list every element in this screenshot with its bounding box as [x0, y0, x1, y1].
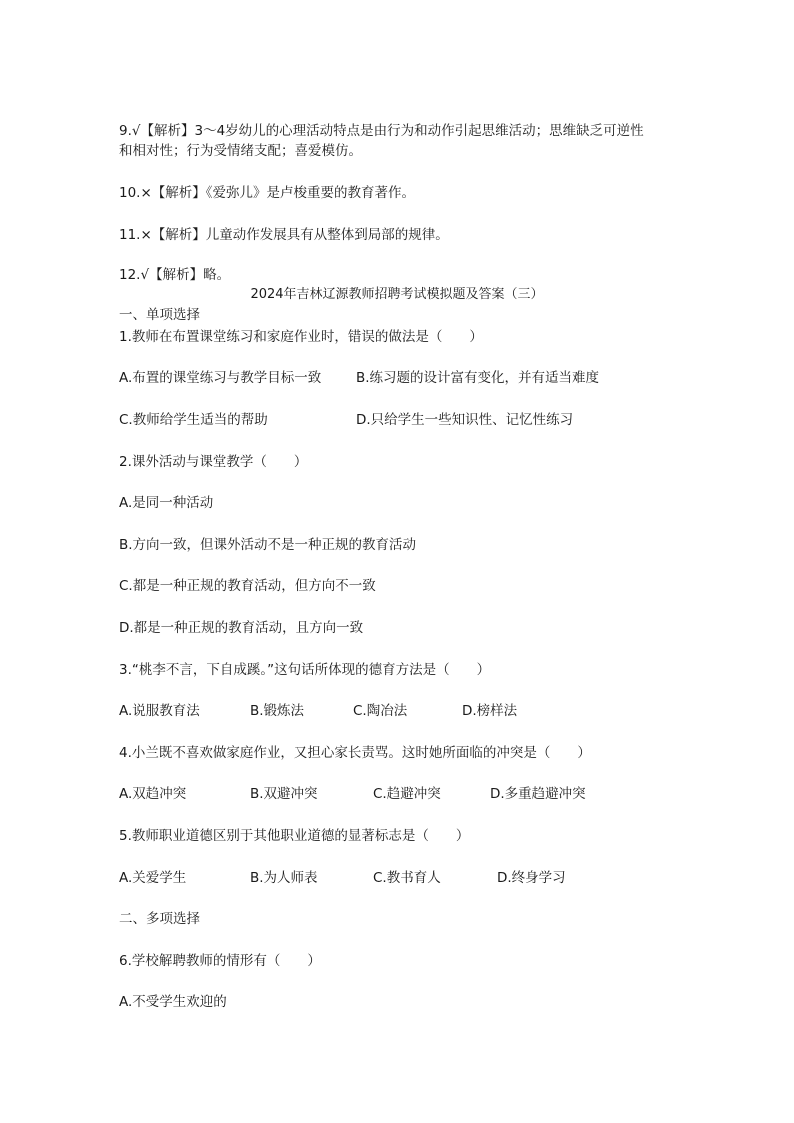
- question-6-option-a: A.不受学生欢迎的: [119, 994, 227, 1010]
- question-1-stem: 1.教师在布置课堂练习和家庭作业时，错误的做法是（ ）: [119, 329, 483, 345]
- question-4-option-b: B.双避冲突: [250, 786, 318, 802]
- answer-9: 9.√【解析】3～4岁幼儿的心理活动特点是由行为和动作引起思维活动；思维缺乏可逆性: [119, 123, 644, 139]
- answer-10: 10.×【解析】《爱弥儿》是卢梭重要的教育著作。: [119, 185, 416, 201]
- question-4-stem: 4.小兰既不喜欢做家庭作业，又担心家长责骂。这时她所面临的冲突是（ ）: [119, 745, 591, 761]
- question-3-option-a: A.说服教育法: [119, 703, 200, 719]
- question-2-option-a: A.是同一种活动: [119, 495, 214, 511]
- question-5-stem: 5.教师职业道德区别于其他职业道德的显著标志是（ ）: [119, 828, 470, 844]
- question-5-option-a: A.关爱学生: [119, 870, 187, 886]
- question-3-option-d: D.榜样法: [462, 703, 518, 719]
- question-1-option-c: C.教师给学生适当的帮助: [119, 412, 268, 428]
- question-5-option-b: B.为人师表: [250, 870, 318, 886]
- section-heading-single-choice: 一、单项选择: [119, 307, 200, 323]
- question-4-option-d: D.多重趋避冲突: [490, 786, 586, 802]
- question-3-option-b: B.锻炼法: [250, 703, 305, 719]
- question-2-option-b: B.方向一致，但课外活动不是一种正规的教育活动: [119, 537, 417, 553]
- question-4-option-c: C.趋避冲突: [373, 786, 441, 802]
- question-4-option-a: A.双趋冲突: [119, 786, 187, 802]
- answer-11: 11.×【解析】儿童动作发展具有从整体到局部的规律。: [119, 227, 449, 243]
- answer-12: 12.√【解析】略。: [119, 267, 231, 283]
- section-heading-multiple-choice: 二、多项选择: [119, 911, 200, 927]
- question-5-option-c: C.教书育人: [373, 870, 441, 886]
- question-6-stem: 6.学校解聘教师的情形有（ ）: [119, 953, 321, 969]
- question-3-stem: 3.“桃李不言，下自成蹊。”这句话所体现的德育方法是（ ）: [119, 662, 491, 678]
- question-1-option-b: B.练习题的设计富有变化，并有适当难度: [356, 370, 600, 386]
- question-1-option-a: A.布置的课堂练习与教学目标一致: [119, 370, 322, 386]
- question-1-option-d: D.只给学生一些知识性、记忆性练习: [356, 412, 574, 428]
- question-3-option-c: C.陶冶法: [353, 703, 408, 719]
- question-5-option-d: D.终身学习: [497, 870, 566, 886]
- question-2-option-d: D.都是一种正规的教育活动，且方向一致: [119, 620, 364, 636]
- answer-9-continued: 和相对性；行为受情绪支配；喜爱模仿。: [119, 143, 362, 159]
- exam-title: 2024年吉林辽源教师招聘考试模拟题及答案（三）: [250, 287, 544, 302]
- question-2-stem: 2.课外活动与课堂教学（ ）: [119, 454, 308, 470]
- question-2-option-c: C.都是一种正规的教育活动，但方向不一致: [119, 578, 376, 594]
